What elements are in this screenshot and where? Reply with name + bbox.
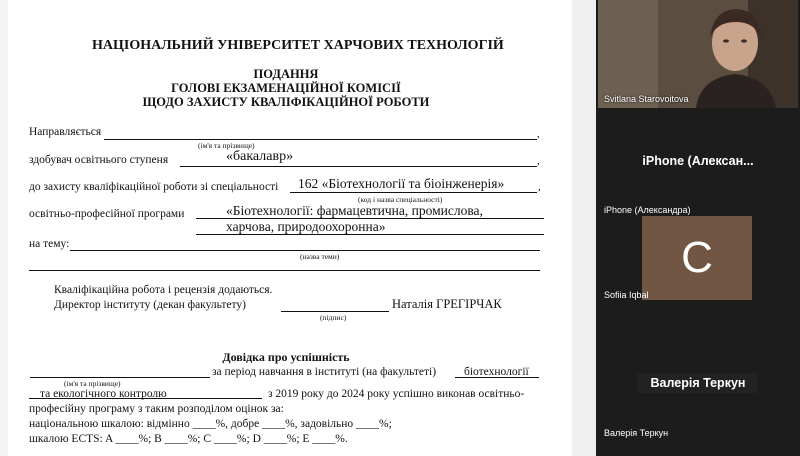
director-name: Наталія ГРЕГІРЧАК <box>392 297 502 311</box>
comma-1: , <box>537 128 540 140</box>
program-value-2: харчова, природоохоронна» <box>226 219 386 234</box>
perf-line-5: шкалою ECTS: A ____%; B ____%; C ____%; D ____%; E ____%. <box>29 433 348 445</box>
underline-topic-2 <box>29 270 540 271</box>
institute-value-2: та екологічного контролю <box>40 388 167 400</box>
comma-3: , <box>538 181 541 193</box>
underline-student <box>104 139 537 140</box>
participant-label-4: Валерія Теркун <box>650 376 746 390</box>
doc-title-2: ГОЛОВІ ЕКЗАМЕНАЦІЙНОЇ КОМІСІЇ <box>171 81 401 95</box>
participant-label-2: iPhone (Алексан... <box>642 154 754 168</box>
hint-name: (ім'я та прізвище) <box>198 141 255 150</box>
perf-line-3: професійну програму з таким розподілом оцінок за: <box>29 403 284 415</box>
underline-student-2 <box>30 377 210 378</box>
participants-panel <box>596 0 800 456</box>
avatar-initial: С <box>681 233 713 282</box>
perf-line-1: за період навчання в інституті (на факультеті) <box>212 366 437 378</box>
doc-title-1: ПОДАННЯ <box>253 67 319 81</box>
perf-line-2: з 2019 року до 2024 року успішно виконав освітньо- <box>268 388 525 400</box>
perf-line-4: національною шкалою: відмінно ____%, добре ____%, задовільно ____%; <box>29 418 392 430</box>
participant-video <box>598 0 798 108</box>
director-label: Директор інституту (декан факультету) <box>54 299 246 311</box>
university-title: НАЦІОНАЛЬНИЙ УНІВЕРСИТЕТ ХАРЧОВИХ ТЕХНОЛОГІЙ <box>92 38 504 53</box>
specialty-value: 162 «Біотехнології та біоінженерія» <box>298 176 505 191</box>
hint-specialty: (код і назва спеціальності) <box>358 195 443 204</box>
hint-name-2: (ім'я та прізвище) <box>64 379 121 388</box>
hint-signature: (підпис) <box>320 313 347 322</box>
underline-topic-1 <box>70 250 540 251</box>
comma-2: , <box>537 155 540 167</box>
document-margin-right <box>572 0 596 456</box>
underline-signature <box>281 311 389 312</box>
participant-name-3: Sofiia Iqbal <box>604 290 649 300</box>
degree-value: «бакалавр» <box>226 149 294 164</box>
attached-note: Кваліфікаційна робота і рецензія додаються. <box>54 284 273 296</box>
participant-tile-video[interactable] <box>598 0 798 108</box>
participant-name-2: iPhone (Александра) <box>604 205 691 215</box>
program-value-1: «Біотехнології: фармацевтична, промислова, <box>226 203 483 218</box>
label-sent: Направляється <box>29 126 102 138</box>
participant-name-1: Svitlana Starovoitova <box>604 94 689 104</box>
label-program: освітньо-професійної програми <box>29 208 185 220</box>
underline-specialty <box>290 192 537 193</box>
underline-degree <box>180 166 537 167</box>
participant-avatar[interactable] <box>642 216 752 300</box>
label-degree: здобувач освітнього ступеня <box>29 154 169 166</box>
label-specialty: до захисту кваліфікаційної роботи зі спеціальності <box>29 181 279 193</box>
doc-title-3: ЩОДО ЗАХИСТУ КВАЛІФІКАЦІЙНОЇ РОБОТИ <box>142 95 430 109</box>
label-topic: на тему: <box>29 238 70 250</box>
section-title: Довідка про успішність <box>222 350 350 364</box>
participant-name-4: Валерія Теркун <box>604 428 669 438</box>
institute-value: біотехнології <box>464 366 529 378</box>
hint-topic: (назва теми) <box>300 252 340 261</box>
